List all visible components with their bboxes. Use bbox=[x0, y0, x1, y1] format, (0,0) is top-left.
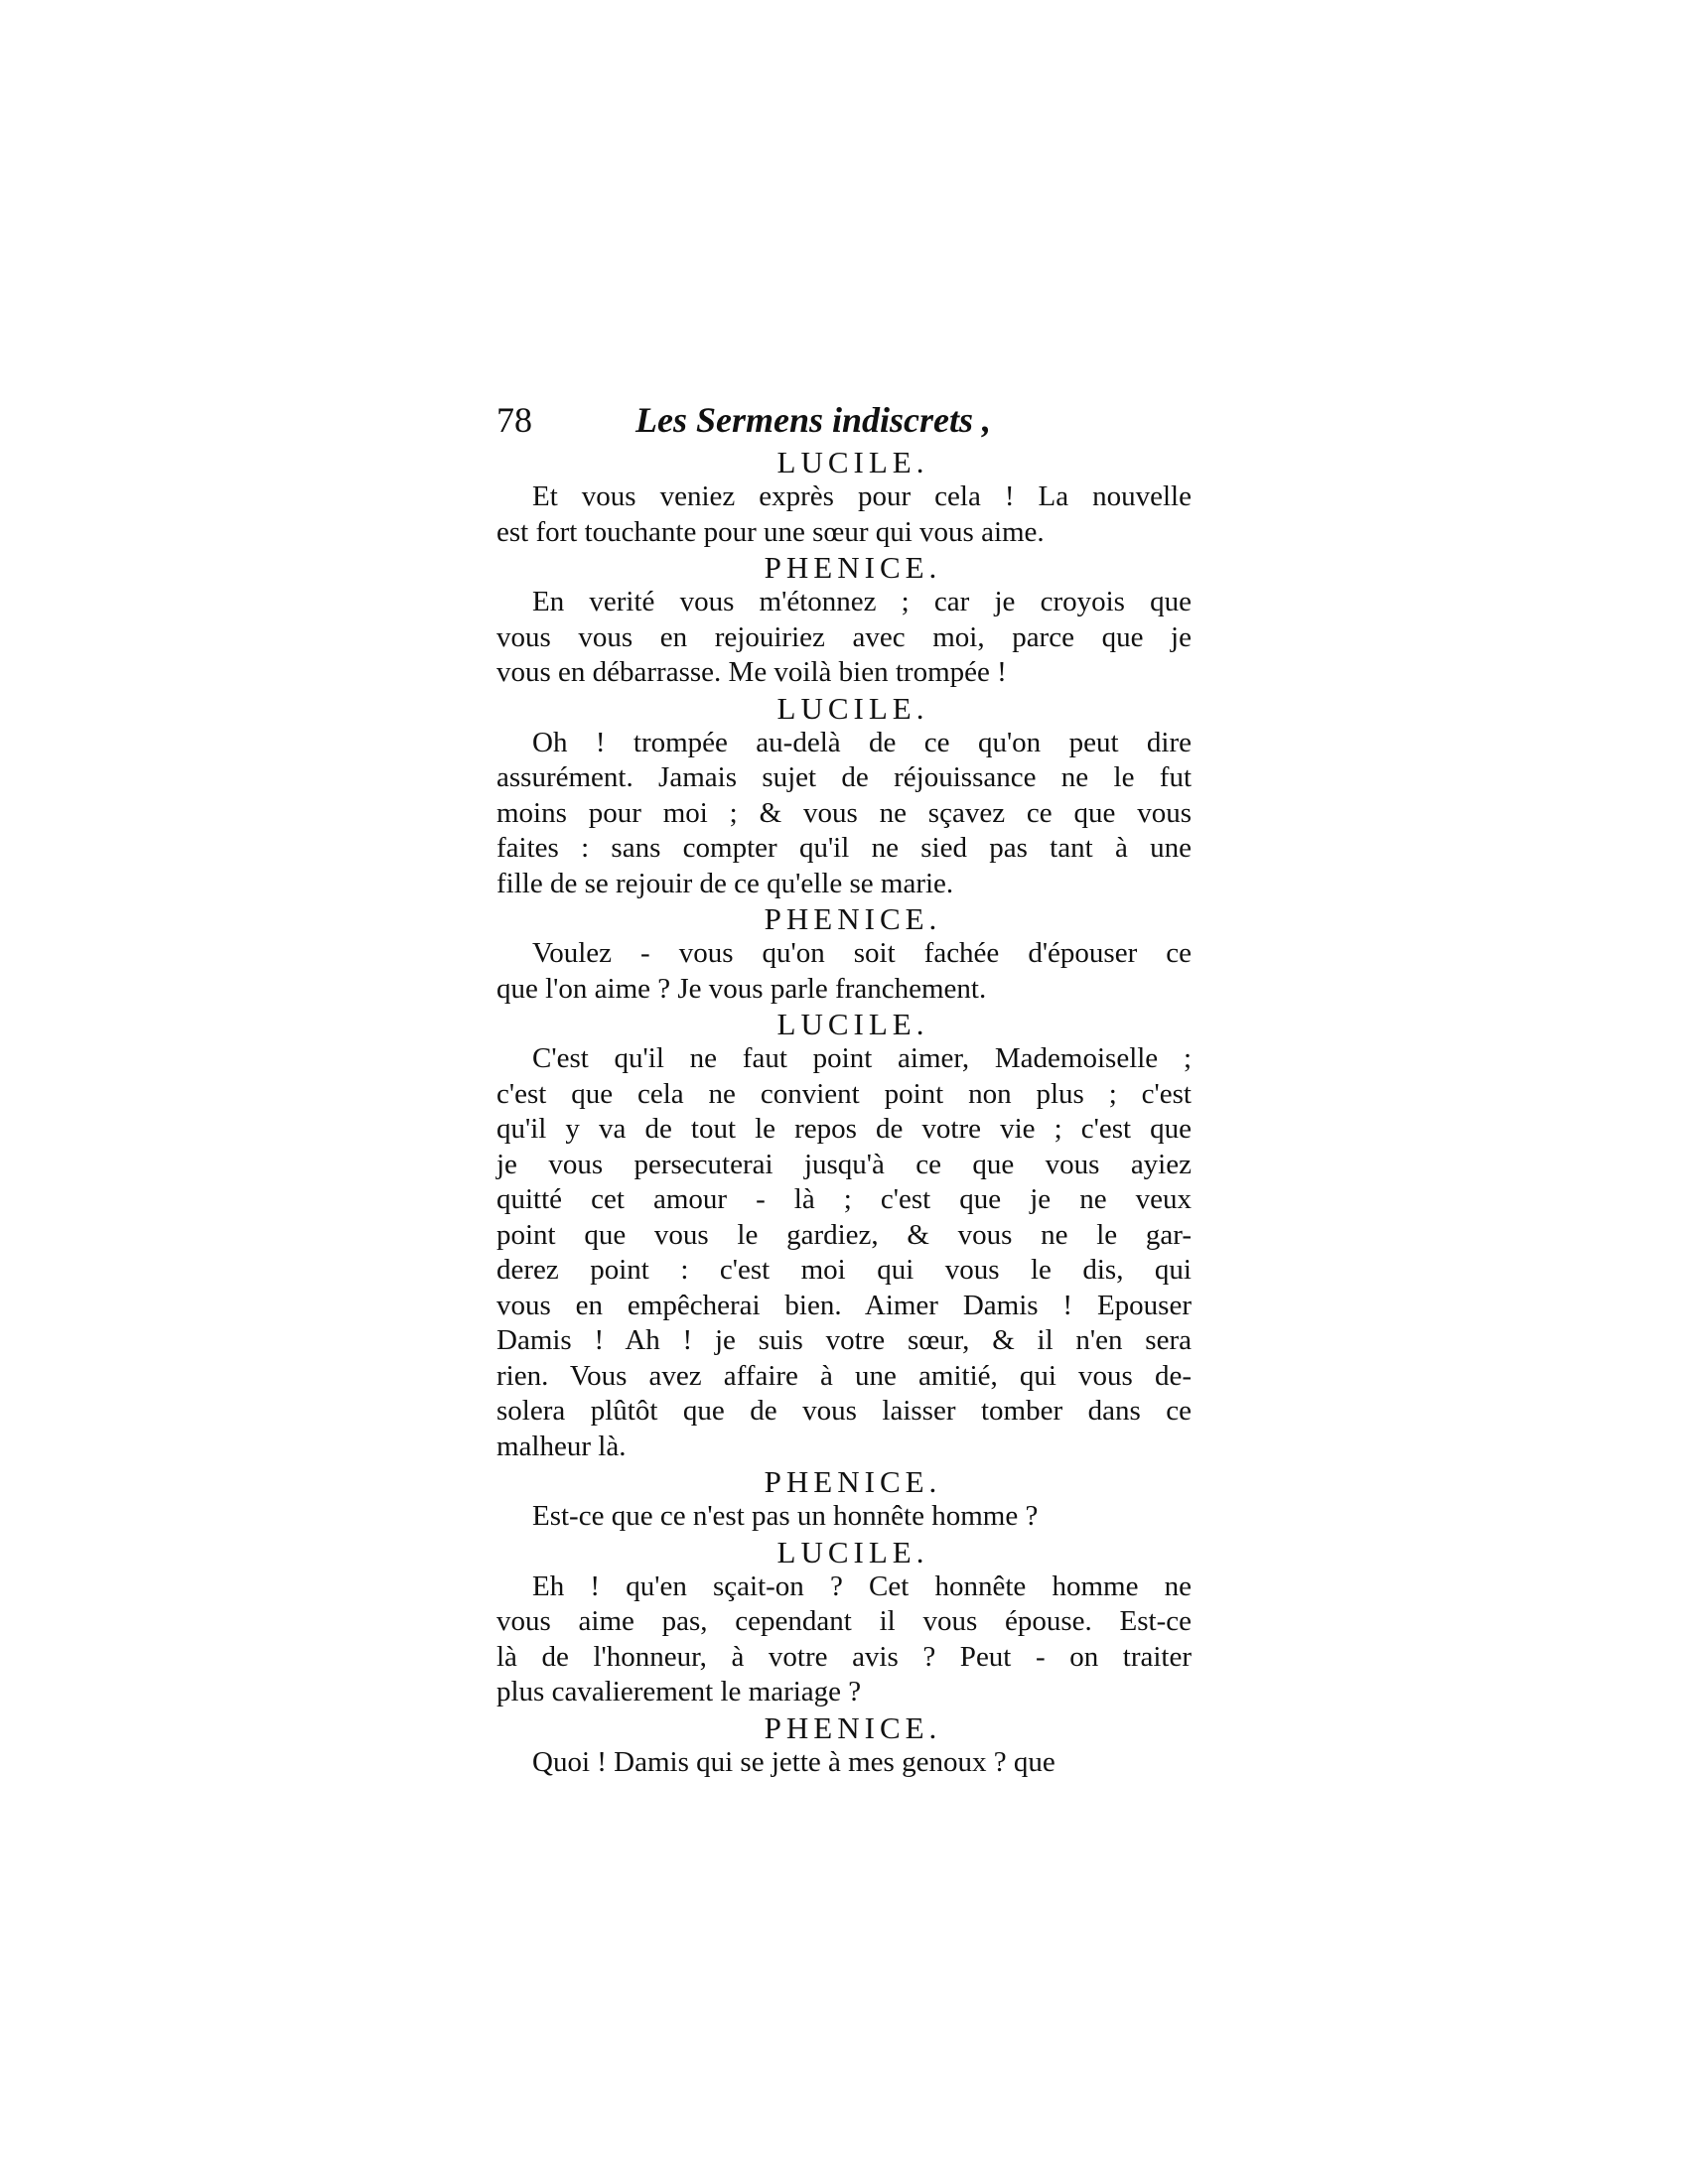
speech-line: quitté cet amour - là ; c'est que je ne veux bbox=[496, 1183, 1192, 1215]
speech-block bbox=[496, 585, 1192, 691]
speech-block bbox=[496, 1745, 1192, 1781]
speech-line: vous en empêcherai bien. Aimer Damis ! Epouser bbox=[496, 1289, 1192, 1321]
speech-line: rien. Vous avez affaire à une amitié, qui vous de- bbox=[496, 1359, 1192, 1392]
speech-line: plus cavalierement le mariage ? bbox=[496, 1676, 862, 1707]
speech-line: derez point : c'est moi qui vous le dis, qui bbox=[496, 1254, 1192, 1286]
speaker-name: PHENICE. bbox=[764, 901, 942, 936]
speaker-name: LUCILE. bbox=[776, 445, 929, 479]
speech-line: Est-ce que ce n'est pas un honnête homme ? bbox=[532, 1500, 1039, 1532]
speech-block bbox=[496, 1041, 1192, 1464]
speech-line: là de l'honneur, à votre avis ? Peut - on traiter bbox=[496, 1640, 1192, 1673]
speech-line: C'est qu'il ne faut point aimer, Mademoiselle ; bbox=[532, 1042, 1192, 1074]
speaker-name: LUCILE. bbox=[776, 690, 929, 726]
speech-block bbox=[496, 1570, 1192, 1710]
speech-line: moins pour moi ; & vous ne sçavez ce que vous bbox=[496, 796, 1192, 829]
speech-line: point que vous le gardiez, & vous ne le gar- bbox=[496, 1218, 1192, 1251]
speech-block bbox=[496, 1499, 1192, 1535]
page-number: 78 bbox=[496, 400, 532, 440]
speech-line: vous en débarrasse. Me voilà bien trompée ! bbox=[496, 656, 1007, 688]
speaker-name: LUCILE. bbox=[776, 1534, 929, 1570]
speech-line: solera plûtôt que de vous laisser tomber dans ce bbox=[496, 1395, 1192, 1427]
speaker-name: PHENICE. bbox=[764, 1709, 942, 1745]
speaker-name: PHENICE. bbox=[764, 1464, 942, 1499]
speech-line: vous vous en rejouiriez avec moi, parce que je bbox=[496, 620, 1192, 653]
speech-block bbox=[496, 479, 1192, 550]
speech-line: qu'il y va de tout le repos de votre vie ; c'est que bbox=[496, 1113, 1192, 1145]
page-header bbox=[496, 399, 1192, 445]
speech-block bbox=[496, 936, 1192, 1007]
running-title: Les Sermens indiscrets , bbox=[635, 400, 992, 440]
speaker-name: LUCILE. bbox=[776, 1007, 929, 1041]
speech-line: faites : sans compter qu'il ne sied pas tant à une bbox=[496, 832, 1192, 864]
speech-line: fille de se rejouir de ce qu'elle se marie. bbox=[496, 867, 954, 899]
speech-line: est fort touchante pour une sœur qui vous aime. bbox=[496, 515, 1045, 548]
speech-line: c'est que cela ne convient point non plus ; c'est bbox=[496, 1077, 1192, 1110]
speech-line: vous aime pas, cependant il vous épouse. Est-ce bbox=[496, 1605, 1192, 1637]
speech-line: Et vous veniez exprès pour cela ! La nouvelle bbox=[532, 480, 1192, 512]
speech-line: assurément. Jamais sujet de réjouissance ne le fut bbox=[496, 761, 1192, 793]
book-page bbox=[496, 399, 1192, 1780]
speech-line: Damis ! Ah ! je suis votre sœur, & il n'en sera bbox=[496, 1324, 1192, 1356]
speech-line: malheur là. bbox=[496, 1430, 627, 1462]
speech-line: Voulez - vous qu'on soit fachée d'épouser ce bbox=[532, 937, 1192, 969]
speech-line: que l'on aime ? Je vous parle franchement. bbox=[496, 972, 987, 1005]
speech-line: Quoi ! Damis qui se jette à mes genoux ? que bbox=[532, 1745, 1055, 1778]
speaker-name: PHENICE. bbox=[764, 550, 942, 585]
speech-block bbox=[496, 726, 1192, 902]
speech-line: Oh ! trompée au-delà de ce qu'on peut dire bbox=[532, 726, 1192, 758]
speech-line: Eh ! qu'en sçait-on ? Cet honnête homme ne bbox=[532, 1570, 1192, 1602]
speech-line: je vous persecuterai jusqu'à ce que vous ayiez bbox=[496, 1148, 1192, 1180]
speech-line: En verité vous m'étonnez ; car je croyois que bbox=[532, 586, 1192, 617]
dialogue bbox=[496, 445, 1192, 1780]
